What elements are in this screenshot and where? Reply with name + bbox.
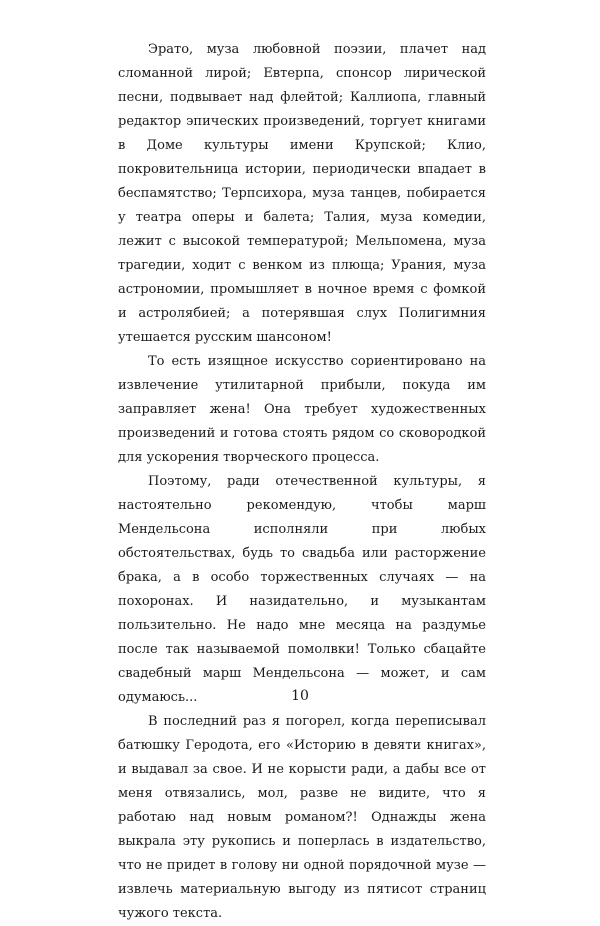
- paragraph-4: В последний раз я погорел, когда переписывал батюшку Геродота, его «Историю в девяти книгах», и выдавал за свое. И не корысти ради, а дабы все от меня отвязались, мол, разве не видите, что я работаю над новым романом?! Однажды жена выкрала эту рукопись и поперлась в издательство, что не придет в голову ни одной порядочной музе — извлечь материальную выгоду из пятисот страниц чужого текста.: [118, 714, 486, 921]
- paragraph-3: Поэтому, ради отечественной культуры, я настоятельно рекомендую, чтобы марш Мендельсона исполняли при любых обстоятельствах, будь то свадьба или расторжение брака, а в особо торжественных случаях — на похоронах. И назидательно, и музыкантам пользительно. Не надо мне месяца на раздумье после так называемой помолвки! Только сбацайте свадебный марш Мендельсона — может, и сам одумаюсь...: [118, 474, 486, 705]
- body-text: [118, 38, 486, 926]
- page-number: 10: [291, 688, 309, 704]
- paragraph-2: То есть изящное искусство сориентировано на извлечение утилитарной прибыли, покуда им заправляет жена! Она требует художественных произведений и готова стоять рядом со сковородкой для ускорения творческого процесса.: [118, 354, 486, 465]
- paragraph-1: Эрато, муза любовной поэзии, плачет над сломанной лирой; Евтерпа, спонсор лирической песни, подвывает над флейтой; Каллиопа, главный редактор эпических произведений, торгует книгами в Доме культуры имени Крупской; Клио, покровительница истории, периодически впадает в беспамятство; Терпсихора, муза танцев, побирается у театра оперы и балета; Талия, муза комедии, лежит с высокой температурой; Мельпомена, муза трагедии, ходит с венком из плюща; Урания, муза астрономии, промышляет в ночное время с фомкой и астролябией; а потерявшая слух Полигимния утешается русским шансоном!: [118, 42, 486, 345]
